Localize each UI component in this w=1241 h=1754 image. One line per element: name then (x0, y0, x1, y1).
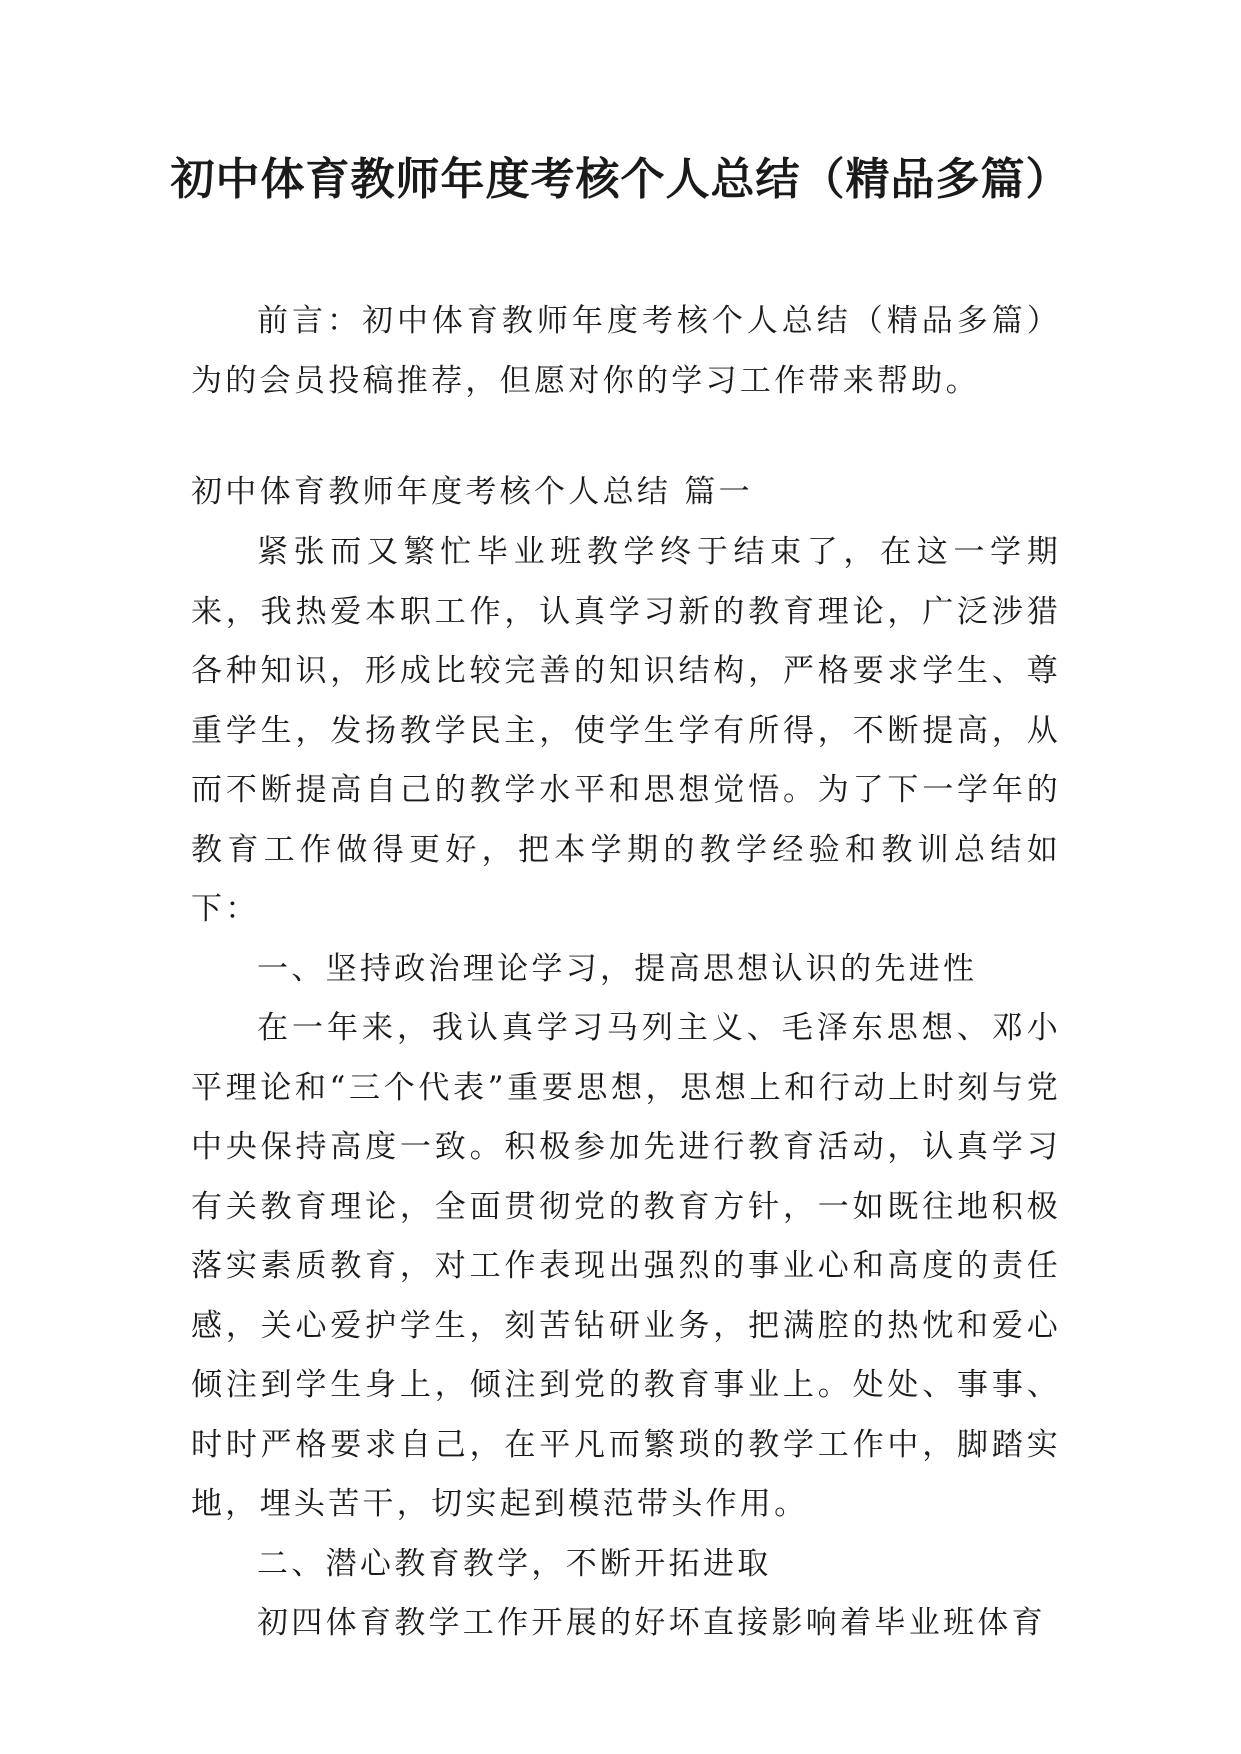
section-heading: 初中体育教师年度考核个人总结 篇一 (191, 474, 753, 510)
subheading-paragraph: 一、坚持政治理论学习，提高思想认识的先进性 (257, 950, 978, 987)
body-paragraph: 在一年来，我认真学习马列主义、毛泽东思想、邓小平理论和“三个代表”重要思想，思想上和行动上时刻与党中央保持高度一致。积极参加先进行教育活动，认真学习有关教育理论，全面贯彻党的教育方针，一如既往地积极落实素质教育，对工作表现出强烈的事业心和高度的责任感，关心爱护学生，刻苦钻研业务，把满腔的热忱和爱心倾注到学生身上，倾注到党的教育事业上。处处、事事、时时严格要求自己，在平凡而繁琐的教学工作中，脚踏实地，埋头苦干，切实起到模范带头作用。 (191, 1010, 1061, 1522)
body-paragraph: 紧张而又繁忙毕业班教学终于结束了，在这一学期来，我热爱本职工作，认真学习新的教育理论，广泛涉猎各种知识，形成比较完善的知识结构，严格要求学生、尊重学生，发扬教学民主，使学生学有所得，不断提高，从而不断提高自己的教学水平和思想觉悟。为了下一学年的教育工作做得更好，把本学期的教学经验和教训总结如下： (191, 534, 1061, 927)
preface-paragraph: 前言：初中体育教师年度考核个人总结（精品多篇）为的会员投稿推荐，但愿对你的学习工作带来帮助。 (191, 303, 1061, 399)
article-body (191, 523, 1061, 1654)
subheading-paragraph: 二、潜心教育教学，不断开拓进取 (257, 1545, 772, 1582)
body-paragraph: 初四体育教学工作开展的好坏直接影响着毕业班体育 (257, 1605, 1046, 1641)
document-title: 初中体育教师年度考核个人总结（精品多篇） (170, 154, 1071, 205)
